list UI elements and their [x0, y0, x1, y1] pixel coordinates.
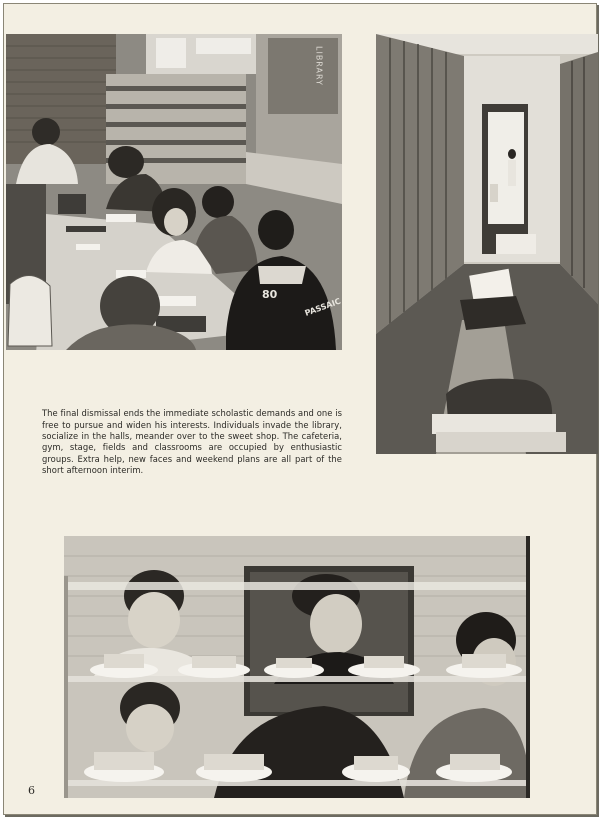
jacket-lettering: PASSAIC	[303, 296, 342, 318]
library-door-sign: LIBRARY	[314, 46, 324, 86]
hallway-photo-graphic	[376, 34, 598, 454]
library-study-photo	[6, 34, 342, 350]
cafeteria-counter-photo	[64, 536, 530, 798]
hallway-lockers-photo	[376, 34, 598, 454]
page-caption: The final dismissal ends the immediate scholastic demands and one is free to pursue and widen his interests. Individuals invade the library, socialize in the halls, meander over to the sweet shop. The cafeteria, gym, stage, fields and classrooms are occupied by enthusiastic groups. Extra help, new faces and weekend plans are all part of the short afternoon interim.	[42, 408, 342, 475]
page-number: 6	[28, 784, 35, 797]
library-photo-graphic	[6, 34, 342, 350]
cafeteria-photo-graphic	[64, 536, 530, 798]
yearbook-page	[3, 3, 597, 815]
jacket-number: 80	[262, 288, 278, 301]
